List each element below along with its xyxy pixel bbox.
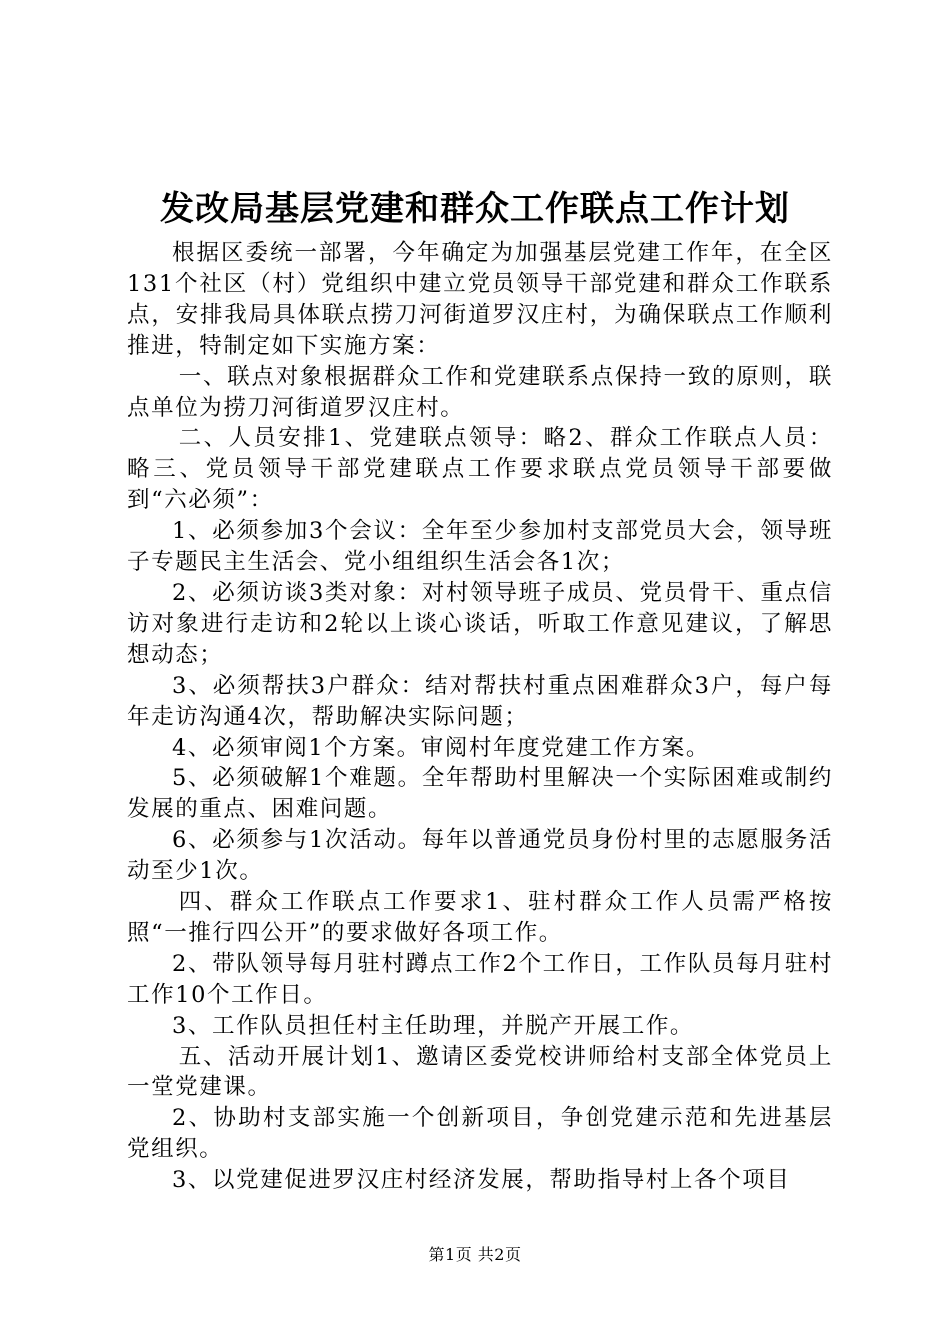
paragraph-intro: 根据区委统一部署，今年确定为加强基层党建工作年，在全区131个社区（村）党组织中建立党员领导干部党建和群众工作联系点，安排我局具体联点捞刀河街道罗汉庄村，为确保联点工作顺利推进，特制定如下实施方案： (127, 240, 833, 359)
page-number-footer: 第1页 共2页 (428, 1245, 522, 1264)
paragraph-item: 1、必须参加3个会议：全年至少参加村支部党员大会，领导班子专题民主生活会、党小组组织生活会各1次； (127, 518, 833, 576)
paragraph-item: 3、必须帮扶3户群众：结对帮扶村重点困难群众3户，每户每年走访沟通4次，帮助解决实际问题； (127, 672, 833, 730)
paragraph-item: 3、以党建促进罗汉庄村经济发展，帮助指导村上各个项目 (172, 1167, 791, 1194)
document-title: 发改局基层党建和群众工作联点工作计划 (160, 189, 790, 229)
paragraph-section-5: 五、活动开展计划1、邀请区委党校讲师给村支部全体党员上一堂党建课。 (127, 1043, 833, 1101)
paragraph-item: 6、必须参与1次活动。每年以普通党员身份村里的志愿服务活动至少1次。 (127, 827, 833, 885)
paragraph-section-1: 一、联点对象根据群众工作和党建联系点保持一致的原则，联点单位为捞刀河街道罗汉庄村。 (127, 363, 833, 421)
paragraph-item: 5、必须破解1个难题。全年帮助村里解决一个实际困难或制约发展的重点、困难问题。 (127, 765, 833, 823)
paragraph-item: 2、带队领导每月驻村蹲点工作2个工作日，工作队员每月驻村工作10个工作日。 (127, 950, 833, 1008)
paragraph-item: 3、工作队员担任村主任助理，并脱产开展工作。 (172, 1012, 695, 1039)
paragraph-section-4: 四、群众工作联点工作要求1、驻村群众工作人员需严格按照“一推行四公开”的要求做好各项工作。 (127, 889, 833, 946)
document-body (127, 238, 833, 1196)
paragraph-section-2: 二、人员安排1、党建联点领导：略2、群众工作联点人员：略三、党员领导干部党建联点工作要求联点党员领导干部要做到“六必须”： (127, 425, 833, 514)
paragraph-item: 2、协助村支部实施一个创新项目，争创党建示范和先进基层党组织。 (127, 1105, 833, 1163)
paragraph-item: 4、必须审阅1个方案。审阅村年度党建工作方案。 (172, 734, 710, 761)
paragraph-item: 2、必须访谈3类对象：对村领导班子成员、党员骨干、重点信访对象进行走访和2轮以上谈心谈话，听取工作意见建议，了解思想动态； (127, 579, 833, 668)
